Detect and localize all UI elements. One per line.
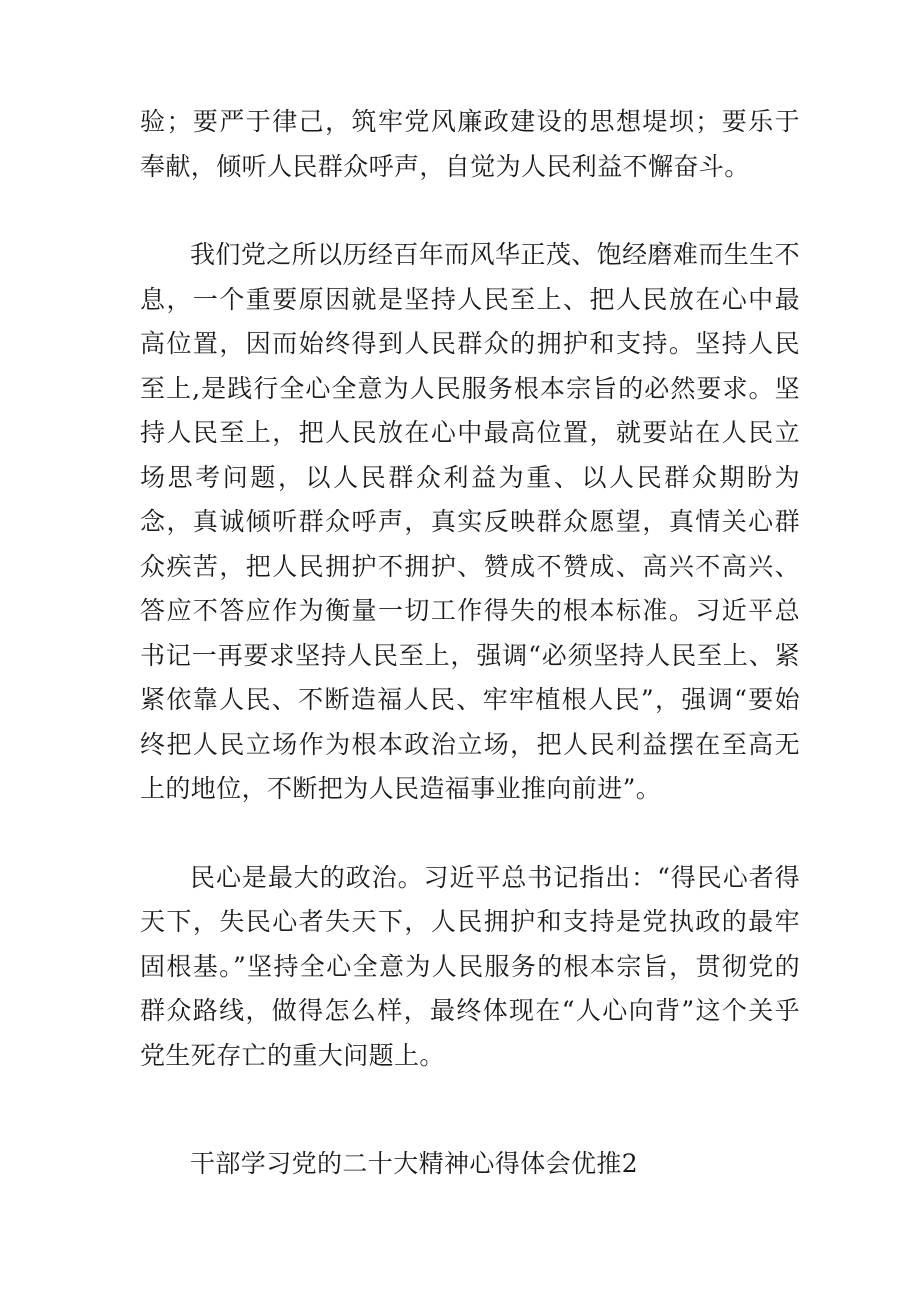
- section-heading: 干部学习党的二十大精神心得体会优推2: [190, 1149, 639, 1178]
- paragraph-continuation: 验；要严于律己，筑牢党风廉政建设的思想堤坝；要乐于奉献，倾听人民群众呼声，自觉为人民利益不懈奋斗。: [140, 107, 800, 181]
- document-page: [140, 100, 800, 1187]
- paragraph-popular-support: 民心是最大的政治。习近平总书记指出：“得民心者得天下，失民心者失天下，人民拥护和支持是党执政的最牢固根基。”坚持全心全意为人民服务的根本宗旨，贯彻党的群众路线，做得怎么样，最终体现在“人心向背”这个关乎党生死存亡的重大问题上。: [140, 862, 800, 1070]
- paragraph-people-first: 我们党之所以历经百年而风华正茂、饱经磨难而生生不息，一个重要原因就是坚持人民至上、把人民放在心中最高位置，因而始终得到人民群众的拥护和支持。坚持人民至上,是践行全心全意为人民服务根本宗旨的必然要求。坚持人民至上，把人民放在心中最高位置，就要站在人民立场思考问题，以人民群众利益为重、以人民群众期盼为念，真诚倾听群众呼声，真实反映群众愿望，真情关心群众疾苦，把人民拥护不拥护、赞成不赞成、高兴不高兴、答应不答应作为衡量一切工作得失的根本标准。习近平总书记一再要求坚持人民至上，强调“必须坚持人民至上、紧紧依靠人民、不断造福人民、牢牢植根人民”，强调“要始终把人民立场作为根本政治立场，把人民利益摆在至高无上的地位，不断把为人民造福事业推向前进”。: [140, 240, 800, 803]
